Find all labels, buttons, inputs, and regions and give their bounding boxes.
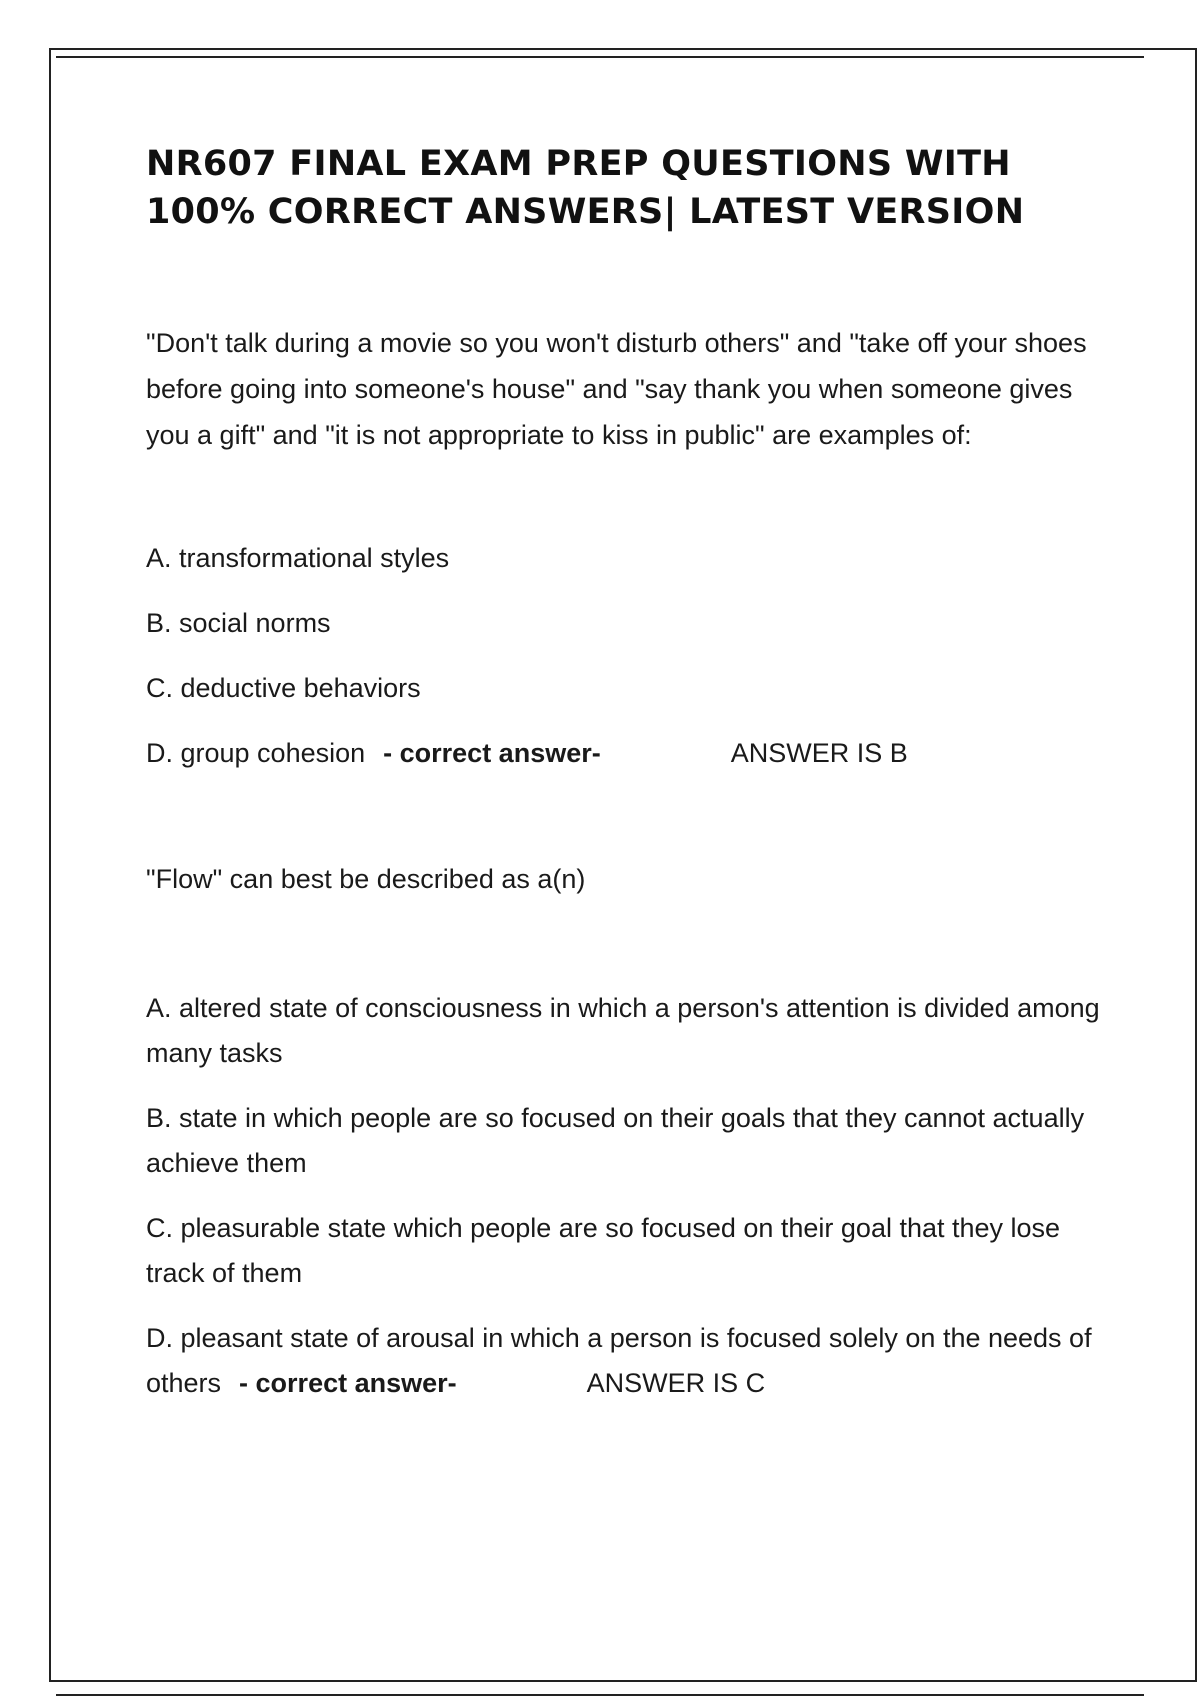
question-2-option-b: B. state in which people are so focused on their goals that they cannot actually achieve them bbox=[146, 1103, 1085, 1178]
question-2-option-d bbox=[146, 1316, 1106, 1406]
document-title: NR607 FINAL EXAM PREP QUESTIONS WITH 100% CORRECT ANSWERS| LATEST VERSION bbox=[146, 144, 1025, 232]
question-2-answer: ANSWER IS C bbox=[586, 1368, 766, 1398]
question-2-option-a: A. altered state of consciousness in which a person's attention is divided among many tasks bbox=[146, 993, 1100, 1068]
question-1-answer-tag: - correct answer- bbox=[383, 738, 601, 768]
question-1-option-a: A. transformational styles bbox=[146, 543, 450, 573]
question-2-option-c: C. pleasurable state which people are so focused on their goal that they lose track of them bbox=[146, 1213, 1061, 1288]
question-2-option-d-text: D. pleasant state of arousal in which a person is focused solely on the needs of others bbox=[146, 1323, 1092, 1398]
top-rule bbox=[56, 56, 1144, 58]
question-1-option-b: B. social norms bbox=[146, 608, 331, 638]
question-1-option-c: C. deductive behaviors bbox=[146, 673, 421, 703]
question-2-answer-tag: - correct answer- bbox=[239, 1368, 457, 1398]
question-1-answer: ANSWER IS B bbox=[730, 738, 908, 768]
document-content bbox=[146, 140, 1106, 1426]
question-1-text: "Don't talk during a movie so you won't disturb others" and "take off your shoes before going into someone's house" and "say thank you when someone gives you a gift" and "it is not appropriate to kiss in public" are examples of: bbox=[146, 328, 1087, 450]
question-1-option-d-text: D. group cohesion bbox=[146, 738, 366, 768]
question-2-text: "Flow" can best be described as a(n) bbox=[146, 864, 586, 894]
question-1-option-d bbox=[146, 731, 1106, 776]
question-1-options bbox=[146, 536, 1106, 776]
question-2-options bbox=[146, 986, 1106, 1406]
bottom-rule bbox=[56, 1694, 1144, 1696]
